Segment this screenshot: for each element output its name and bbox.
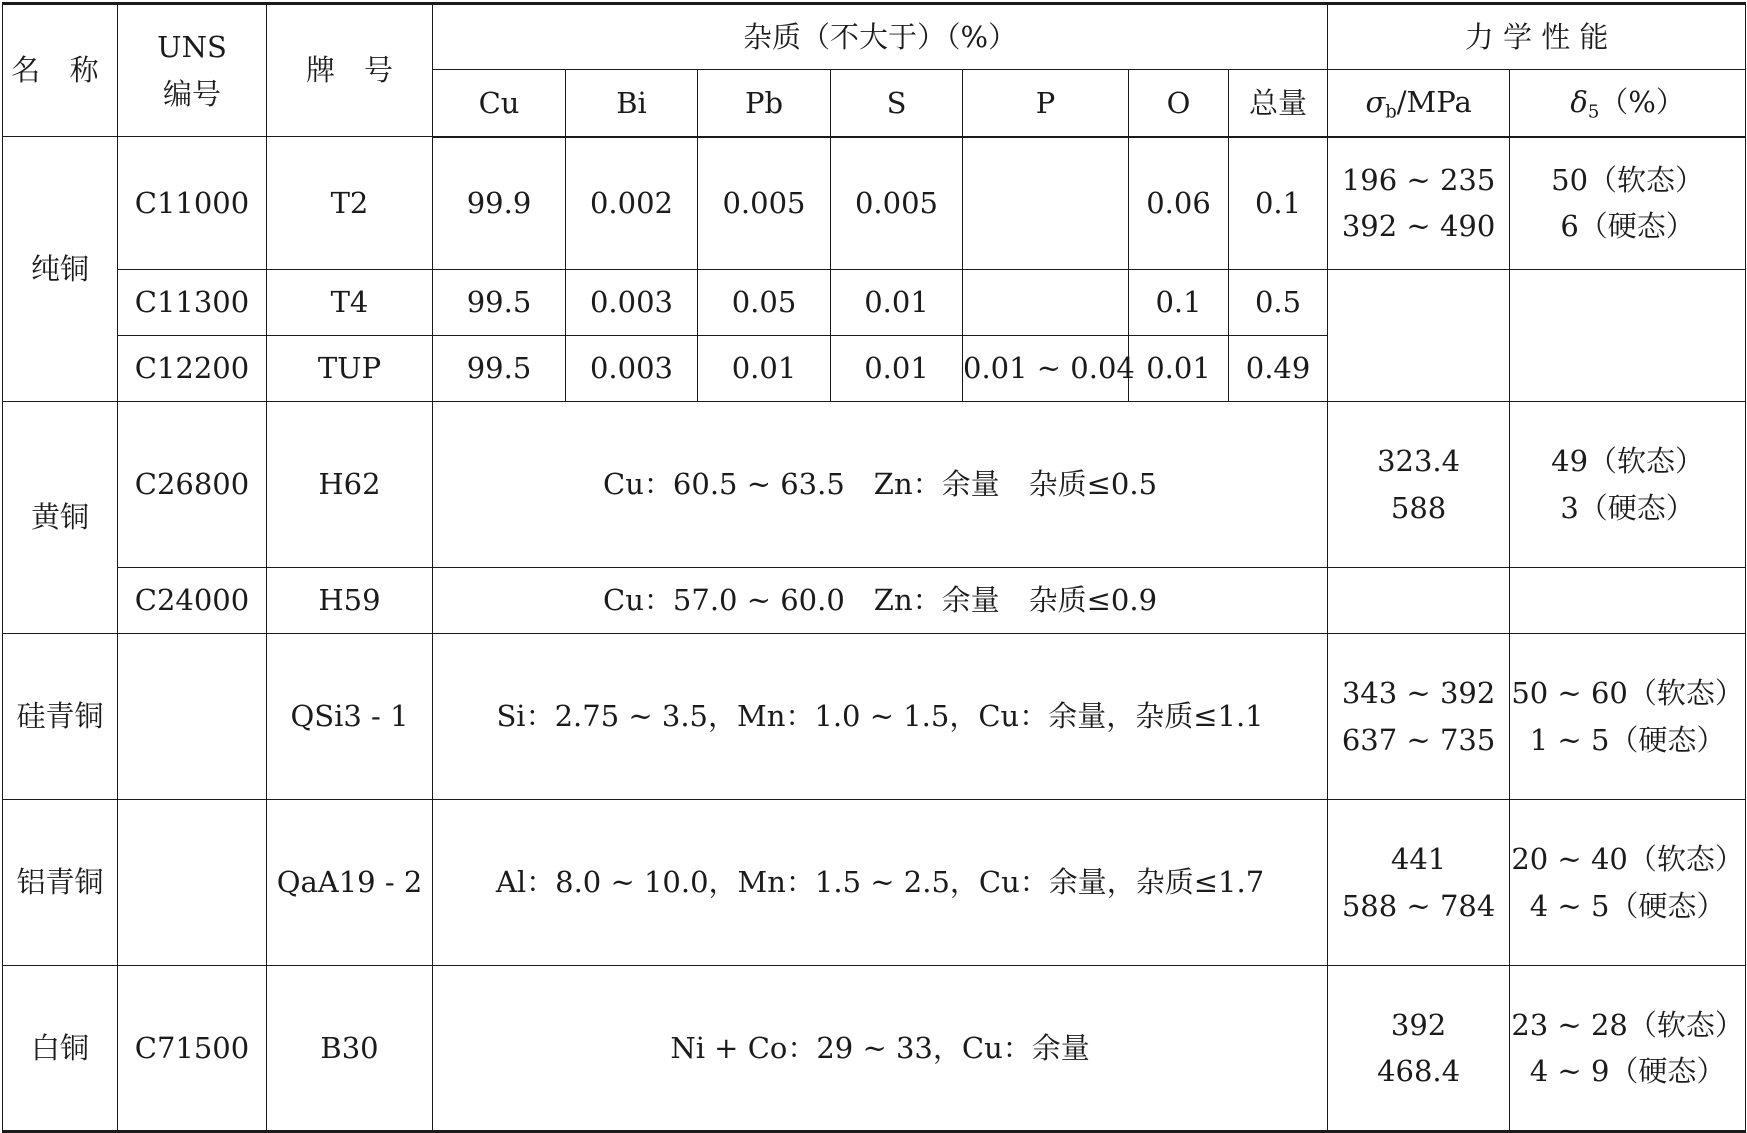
p-cell: 0.01 ~ 0.04 [963,336,1129,402]
header-col-s: S [831,70,963,137]
group-brass: 黄铜 [3,402,118,634]
delta-soft: 50（软态） [1551,162,1705,197]
header-col-bi: Bi [566,70,698,137]
bi-cell: 0.003 [566,336,698,402]
table-row-t4 [3,270,1746,336]
header-col-p: P [963,70,1129,137]
cu-cell: 99.5 [433,270,566,336]
sigma-hard: 588 [1390,490,1447,525]
sigma-cell [1328,402,1510,568]
table-row-qaa19-2 [3,800,1746,966]
sigma-soft: 343 ~ 392 [1341,676,1496,711]
header-uns [118,4,267,137]
composition-cell: Al：8.0 ~ 10.0，Mn：1.5 ~ 2.5，Cu：余量，杂质≤1.7 [433,800,1328,966]
composition-cell: Ni + Co：29 ~ 33，Cu：余量 [433,966,1328,1132]
sigma-soft: 196 ~ 235 [1341,162,1496,197]
sigma-cell [1328,634,1510,800]
cu-cell: 99.9 [433,137,566,270]
sigma-soft: 323.4 [1377,444,1461,479]
cu-cell: 99.5 [433,336,566,402]
table-row-h62 [3,402,1746,568]
p-cell [963,270,1129,336]
s-cell: 0.01 [831,336,963,402]
delta-hard: 4 ~ 5（硬态） [1529,888,1726,923]
delta-hard: 4 ~ 9（硬态） [1529,1054,1726,1088]
delta-soft: 49（软态） [1551,444,1705,479]
sigma-unit: /MPa [1396,84,1472,119]
table-row-t2 [3,137,1746,270]
sigma-soft: 441 [1390,842,1447,877]
group-pure-copper: 纯铜 [3,137,118,402]
uns-cell [118,634,267,800]
uns-cell: C11000 [118,137,267,270]
composition-cell: Cu：60.5 ~ 63.5 Zn：余量 杂质≤0.5 [433,402,1328,568]
table-row-qsi3-1 [3,634,1746,800]
sigma-hard: 637 ~ 735 [1341,722,1496,757]
uns-cell: C24000 [118,568,267,634]
grade-cell: H59 [267,568,433,634]
delta-soft: 23 ~ 28（软态） [1511,1007,1744,1042]
copper-alloy-spec-table [2,2,1746,1133]
delta-soft: 20 ~ 40（软态） [1511,842,1744,877]
composition-cell: Cu：57.0 ~ 60.0 Zn：余量 杂质≤0.9 [433,568,1328,634]
sigma-cell [1328,800,1510,966]
sigma-symbol: σ [1365,84,1386,119]
header-col-total: 总量 [1229,70,1328,137]
uns-cell: C71500 [118,966,267,1132]
uns-cell: C11300 [118,270,267,336]
delta-symbol: δ [1570,84,1588,119]
header-name: 名 称 [3,4,118,137]
header-impurity-group: 杂质（不大于）（%） [433,4,1328,70]
sigma-hard: 392 ~ 490 [1341,209,1496,244]
sigma-cell-empty [1328,270,1510,402]
sigma-soft: 392 [1390,1007,1447,1042]
sigma-hard: 468.4 [1377,1054,1461,1088]
group-aluminum-bronze: 铝青铜 [3,800,118,966]
delta-cell-empty [1510,568,1746,634]
delta-cell [1510,402,1746,568]
delta-cell [1510,800,1746,966]
header-row-1 [3,4,1746,70]
grade-cell: H62 [267,402,433,568]
delta-cell [1510,634,1746,800]
s-cell: 0.005 [831,137,963,270]
header-uns-line2: 编号 [162,76,221,111]
grade-cell: T2 [267,137,433,270]
total-cell: 0.49 [1229,336,1328,402]
delta-soft: 50 ~ 60（软态） [1511,676,1744,711]
delta-subscript: 5 [1587,101,1600,123]
grade-cell: T4 [267,270,433,336]
sigma-cell [1328,137,1510,270]
delta-unit: （%） [1599,84,1685,119]
sigma-cell [1328,966,1510,1132]
header-uns-line1: UNS [157,30,227,65]
composition-cell: Si：2.75 ~ 3.5，Mn：1.0 ~ 1.5，Cu：余量，杂质≤1.1 [433,634,1328,800]
uns-cell: C26800 [118,402,267,568]
table-row-b30 [3,966,1746,1132]
table-row-h59 [3,568,1746,634]
o-cell: 0.1 [1129,270,1229,336]
sigma-subscript: b [1385,101,1397,123]
delta-hard: 1 ~ 5（硬态） [1529,722,1726,757]
p-cell [963,137,1129,270]
sigma-cell-empty [1328,568,1510,634]
delta-cell-empty [1510,270,1746,402]
o-cell: 0.06 [1129,137,1229,270]
header-col-cu: Cu [433,70,566,137]
uns-cell [118,800,267,966]
total-cell: 0.5 [1229,270,1328,336]
delta-hard: 6（硬态） [1560,209,1695,244]
header-col-sigma [1328,70,1510,137]
bi-cell: 0.003 [566,270,698,336]
s-cell: 0.01 [831,270,963,336]
uns-cell: C12200 [118,336,267,402]
grade-cell: QaA19 - 2 [267,800,433,966]
grade-cell: QSi3 - 1 [267,634,433,800]
header-col-pb: Pb [698,70,831,137]
pb-cell: 0.05 [698,270,831,336]
sigma-hard: 588 ~ 784 [1341,888,1496,923]
header-col-delta [1510,70,1746,137]
header-col-o: O [1129,70,1229,137]
group-silicon-bronze: 硅青铜 [3,634,118,800]
total-cell: 0.1 [1229,137,1328,270]
o-cell: 0.01 [1129,336,1229,402]
delta-cell [1510,137,1746,270]
delta-hard: 3（硬态） [1560,490,1695,525]
header-grade: 牌 号 [267,4,433,137]
grade-cell: TUP [267,336,433,402]
group-cupronickel: 白铜 [3,966,118,1132]
bi-cell: 0.002 [566,137,698,270]
delta-cell [1510,966,1746,1132]
grade-cell: B30 [267,966,433,1132]
pb-cell: 0.005 [698,137,831,270]
pb-cell: 0.01 [698,336,831,402]
header-mechanical-group: 力 学 性 能 [1328,4,1746,70]
